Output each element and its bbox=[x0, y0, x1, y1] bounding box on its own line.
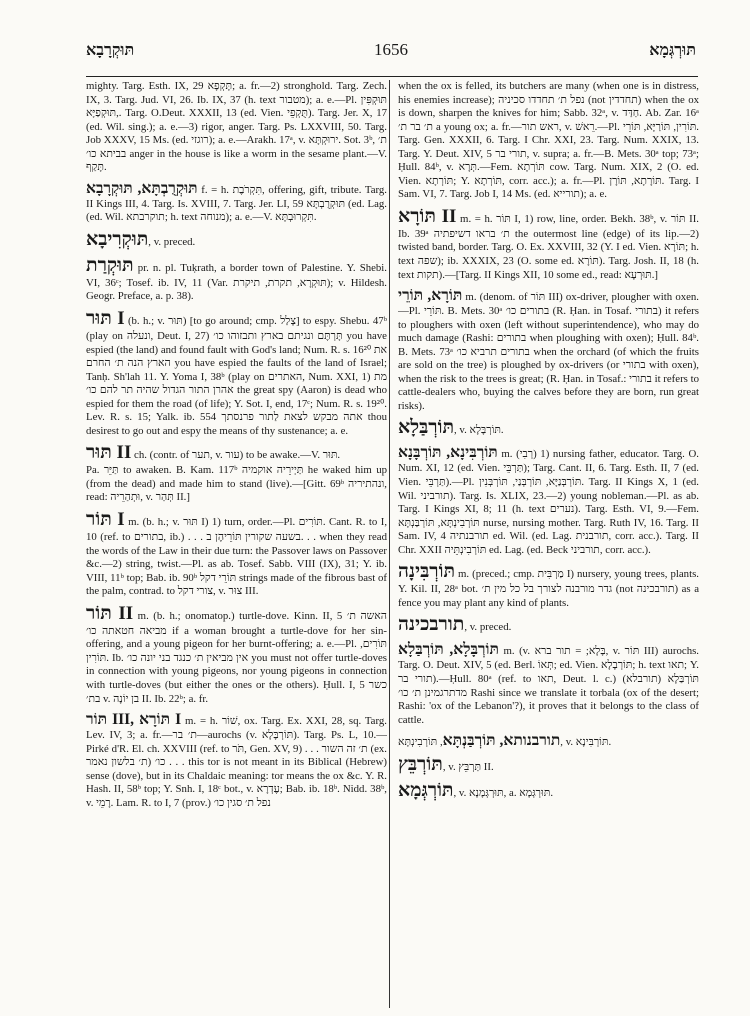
dictionary-entry bbox=[398, 417, 699, 439]
entry-continuation bbox=[398, 80, 699, 202]
entry-text: (b. h.; v. תּוּר) [to go around; cmp. צָלַל] to espy. Shebu. 47ᵇ (play on ונעלה, Deut. I, 27) תָּרְתֶּם ונגיתם בארץ ותבזוהו כו׳ you have espied (the land) and found fault with God's land; Num. R. s. 16²⁰ את הארץ הנה ת׳ החרם you have espied the faults of the land of Israel; Tanḥ. Sh'lah 11. Y. Yoma I, 38ᵇ (play on האתרים, Num. XXI, 1) מת אהרן התור הגדול שהיה תר להם כו׳ the great spy (Aaron) is dead who espied for them the road (of life); Y. Sot. I, end, 17ᶜ; Num. R. s. 19²⁰. Lev. R. s. 15; Yalk. ib. 554 אתה מבקש לצאת לַתור פרנסתך thou desirest to go out and espy the means of thy sustenance; a. e. bbox=[86, 315, 387, 437]
entry-headword: תורבנותא, תּוֹרְבַּנְתָּא bbox=[442, 732, 561, 750]
column-divider bbox=[389, 80, 390, 1008]
entry-text: , v. תַּרְבֵּץ II. bbox=[442, 761, 494, 774]
dictionary-entry bbox=[86, 255, 387, 304]
page-header bbox=[86, 40, 696, 74]
entry-text: , v. preced. bbox=[148, 235, 196, 248]
entry-headword: תּוֹרְבִּינָה bbox=[398, 561, 456, 583]
dictionary-entry bbox=[86, 710, 387, 810]
entry-continuation bbox=[86, 464, 387, 505]
dictionary-entry bbox=[86, 308, 387, 438]
entry-text: , תּוֹרְבִינְתָּא, v. תּוֹרְבִּינָא. bbox=[398, 736, 612, 749]
entry-text: m. (b. h.; onomatop.) turtle-dove. Kinn. II, 5 האשה ת׳ מביאה חטאתה כו׳ if a woman brought a turtle-dove for her sin-offering, and a young pigeon for her burnt-offering; a. e.—Pl. תּוֹרִים, תּוֹרִין. Ib. אין מביאין ת׳ כנגד בני יונה כו׳ you must not offer turtle-doves in connection with young pigeons, nor young pigeons in connection with turtle-doves (but either the ones or the others). Ḥull. I, 5 כשר בת׳ v. בן יוֹנָה II. Ib. 22ᵇ; a. fr. bbox=[86, 609, 387, 705]
entry-headword: תּוֹרָא II bbox=[398, 205, 457, 227]
entry-text: Pa. תַּיֵּר to awaken. B. Kam. 117ᵇ תַּיְירֵיה אוקמיה he waked him up (from the dead) and made him to stand (live).—[Gitt. 69ᵇ ונהתיריה, read: וּתְהַרֵיה, v. תְּהַר II.] bbox=[86, 464, 387, 504]
header-rule bbox=[86, 76, 698, 77]
entry-text: m. (רְבִי) 1) nursing father, educator. Targ. O. Num. XI, 12 (ed. Vien. תַּרְבֵּי); Targ. Cant. II, 6. Targ. Esth. II, 7 (ed. Vien. תַּרְבֵּי).—Pl. תּוֹרְבְּנַיָּא, תּוֹרְבְּנַי, תּוֹרְבְּנִין. Targ. II Kings X, 1 (ed. Wil. תורביני). Targ. Is. XLIX, 23.—2) young nobleman.—Pl. as ab. Targ. I Kings XI, 8; 11 (h. text נערים). Targ. Esth. VI, 9.—Fem. תּוֹרְבִינְתָּא, תּוֹרְבַּנְתָּא nurse, nursing mother. Targ. Ruth IV, 16. Targ. II Sam. IV, 4 תורבנתיה ed. Wil. (ed. Lag. תורבנית, corr. acc.). Targ. II Chr. XXII תּוֹרְבִינְתֵּיה ed. Lag. (ed. Beck תורביני, corr. acc.). bbox=[398, 448, 699, 556]
entry-headword: תּוֹרָא, תּוֹרֵי bbox=[398, 287, 463, 305]
entry-headword: תּוֹר II bbox=[86, 602, 134, 624]
dictionary-entry bbox=[398, 614, 699, 636]
entry-headword: תּוֹרְבַּלָא bbox=[398, 417, 455, 439]
entry-continuation bbox=[86, 80, 387, 175]
dictionary-entry bbox=[86, 603, 387, 706]
entry-text: , v. preced. bbox=[464, 621, 512, 634]
dictionary-entry bbox=[86, 509, 387, 599]
entry-text: m. (b. h.; v. תּוּר I) 1) turn, order.—Pl. תּוֹרִים. Cant. R. to I, 10 (ref. to בתורים, ib.) . . . בשעה שקורין תּוֹרֵיהֶן ב. . . when they read the words of the Law in their due turn: the Passover laws on Passover &c.—2) string, twist.—Pl. as ab. Tosef. Sabb. VIII (IX), 31; Y. ib. VIII, 11ᵇ top; Bab. ib. 90ᵇ תּוֹרֵי דקל strings made of the fibrous bast of the palm, contrad. to צורי דקל, v. צוּר III. bbox=[86, 516, 387, 598]
dictionary-entry bbox=[86, 179, 387, 225]
header-right-catchword: תּוּרְגְּמָא bbox=[649, 40, 696, 59]
entry-headword: תּוֹר III, תּוֹרָא I bbox=[86, 711, 182, 729]
dictionary-entry bbox=[398, 206, 699, 282]
right-column bbox=[398, 80, 699, 1010]
entry-headword: תּוּר II bbox=[86, 442, 132, 464]
entry-text: ch. (contr. of תער, v. עור) to be awake.—V. תּוּר. bbox=[131, 449, 341, 462]
entry-headword: תורבכינה bbox=[398, 614, 465, 636]
dictionary-entry bbox=[398, 754, 699, 776]
dictionary-entry bbox=[398, 640, 699, 727]
entry-text: m. (denom. of תּוֹר III) ox-driver, plougher with oxen.—Pl. תּוֹרֵי. B. Mets. 30ᵃ בתורים כו׳ (R. Ḥan. in Tosaf. בתורי) it refers to ploughers with oxen (left without superintendence), who may do much damage (Rashi: בתורים when ploughing with oxen); Ḥull. 84ᵇ. B. Mets. 73ᵃ בתורים תרביא כו׳ when the orchard (of which the fruits are sold on the tree) is ploughed by ox-drivers (or בתורי with oxen), when the risk to the trees is great; (R. Ḥan. in Tosaf.: בתורי it refers to cattle-dealers who, buying the calves before they are born, run great risks). bbox=[398, 291, 699, 412]
entry-text: m. (preced.; cmp. מַרְבִּית I) nursery, young trees, plants. Y. Kil. II, 28ᵃ bot. גדר מורבנה לצורך בל כל מין ת׳ (not תורבכינה) as a fence you may plant any kind of plants. bbox=[398, 568, 699, 609]
dictionary-entry bbox=[398, 731, 699, 750]
entry-headword: תּוֹר I bbox=[86, 509, 125, 531]
dictionary-entry bbox=[86, 229, 387, 251]
entry-text: f. = h. תִּקְרֹבֶת, offering, gift, tribute. Targ. II Kings III, 4. Targ. Is. XVIII, 7. Targ. Jer. LI, 59 תּוּקְרֻבְתָּא (ed. Lag. (ed. Wil. תוקרבתא; h. text מנוחה); a. e.—V. תִּקְרוּבְתָּא. bbox=[86, 183, 387, 224]
entry-text: , v. תּוּרְגְּמָנָא, a. תּוּרְגְּמָא. bbox=[453, 787, 554, 800]
entry-text: m. = h. שׁוֹר, ox. Targ. Ex. XXI, 28, sq. Targ. Lev. IV, 3; a. fr.—ת׳ בר—aurochs (v. תּוֹרְבָּלָא). Targ. Ps. L, 10.—Pirké d'R. El. ch. XXVIII (ref. to תֹּר, Gen. XV, 9) . . . ת׳ זה השור (ex. ת׳ בלשון נאמר) כו׳ . . . this tor is not meant in its Biblical (Hebrew) sense (dove), but in its Chaldaic meaning: tor means the ox &c. Y. R. Hash. II, 58ᵇ top; Y. Snh. I, 18ᶜ bot., v. עֶדְרָא; Bab. ib. 18ᵇ. Nidd. 38ᵇ, v. רָמֵי. Lam. R. to I, 7 (prov.) נפל ת׳ סגין כו׳ bbox=[86, 715, 387, 809]
entry-headword: תּוּקְרֻבְתָּא, תּוּקְרָבָא bbox=[86, 179, 198, 197]
entry-text: pr. n. pl. Tuḳrath, a border town of Palestine. Y. Shebi. VI, 36ᶜ; Tosef. ib. IV, 11 (Var. תּוּקְרָא, תקרת, תיקרת); v. Hildesh. Geogr. Preface, a. p. 38). bbox=[86, 261, 387, 303]
entry-text: , v. תּוֹרְבָּלָא. bbox=[454, 424, 504, 437]
dictionary-entry bbox=[398, 286, 699, 413]
entry-text: when the ox is felled, its butchers are many (when one is in distress, his enemies increase); נפל ת׳ תחדדו סכיניה (not תחדדין) when the ox is down, sharpen the knives for him; Sabb. 32ᵃ, v. חַדַּד. Ab. Zar. 16ᵃ ת׳ בר ת׳ a young ox; a. fr.—ראש תור, v. רֵאשׁ.—Pl. תּוֹרִין, תּוֹרַיָּא, תּוֹרֵי. Targ. Gen. XXXII, 6. Targ. I Chr. XXI, 23. Targ. Num. XXIX, 13. Targ. Y. Deut. XIV, 5 תורי בר, v. supra; a. fr.—B. Mets. 30ᵃ top; 73ᵃ; Ḥull. 84ᵇ, v. תְּרָא.—Fem. תּוֹרְתָא cow. Targ. Num. XIX, 2 (O. ed. Vien. תּוֹרְתָא; Y. תּוֹרְתָא, corr. acc.); a. fr.—Pl. תּוֹרָתָא, תּוֹרָן. Targ. I Sam. VI, 7. Targ. Job I, 14 Ms. (ed. תורייא); a. e. bbox=[398, 80, 699, 201]
header-left-catchword: תּוּקְרָבָא bbox=[86, 40, 135, 59]
dictionary-entry bbox=[398, 780, 699, 802]
left-column bbox=[86, 80, 387, 1010]
entry-headword: תּוּר I bbox=[86, 308, 125, 330]
page-number: 1656 bbox=[374, 40, 408, 59]
dictionary-entry bbox=[398, 443, 699, 557]
entry-text: m. = h. תּוֹר I, 1) row, line, order. Bekh. 38ᵇ, v. תּוֹר II. Ib. 39ᵃ ת׳ בראו דשיפתיה the outermost line (edge) of its lip.—2) twisted band, border. Targ. O. Ex. XXVIII, 32 (Y. I ed. Vien. תּוֹרָא; h. text שפה); ib. XXXIX, 23 (O. some ed. תּוֹרָא). Targ. Josh. II, 18 (h. text תקות).—[Targ. II Kings XII, 10 some ed., read: תּוּרְעָא.] bbox=[398, 212, 699, 281]
entry-headword: תּוֹרְגְּמָא bbox=[398, 780, 454, 802]
dictionary-entry bbox=[398, 561, 699, 610]
entry-headword: תּוּקְרִיבָא bbox=[86, 228, 149, 250]
entry-headword: תּוּקְרַת bbox=[86, 254, 134, 276]
entry-headword: תּוֹרְבֵּץ bbox=[398, 754, 443, 776]
entry-headword: תּוֹרְבִּינָא, תּוֹרְבָּנָא bbox=[398, 444, 498, 462]
entry-text: m. (v. בָּלָא; = תור ברא, v. תּוֹר III) aurochs. Targ. O. Deut. XIV, 5 (ed. Berl. תְּאוֹ; ed. Vien. תּוֹרְבָלָא; h. text תאו; Y. תורי בר).—Ḥull. 80ᵃ (ref. to תאו, Deut. l. c.) (תורבלא) תּוֹרְבַּלָא מדתרגמינן ת׳ כו׳ Rashi since we translate it torbala (ox of the desert; Rashi: 'ox of the Lebanon'?), it proves that it belongs to the class of cattle. bbox=[398, 645, 699, 726]
entry-headword: תּוֹרְבָּלָא, תּוֹרְבַּלָא bbox=[398, 641, 499, 659]
dictionary-entry bbox=[86, 442, 387, 464]
entry-text: mighty. Targ. Esth. IX, 29 תָּקְפָא; a. fr.—2) stronghold. Targ. Zech. IX, 3. Targ. Jud. VI, 26. Ib. IX, 37 (h. text מטבור); a. e.—Pl. תּוּקְפִּין ,תּוּקְפַיָּא. Targ. O.Deut. XXXII, 13 (ed. Vien. תֻּקְפֵי). Targ. Jer. X, 17 (ed. Wil. sing.); a. e.—3) rigor, anger. Targ. Ps. LXXVIII, 50. Targ. Job XXXV, 15 Ms. (ed. רוגזי); a. e.—Arakh. 17ᵃ, v. ירוּקְתָּא. Sot. 3ᵇ, ת׳ בביתא כו׳ anger in the house is like a worm in the sesame plant.—V. תָּקַף. bbox=[86, 80, 387, 174]
